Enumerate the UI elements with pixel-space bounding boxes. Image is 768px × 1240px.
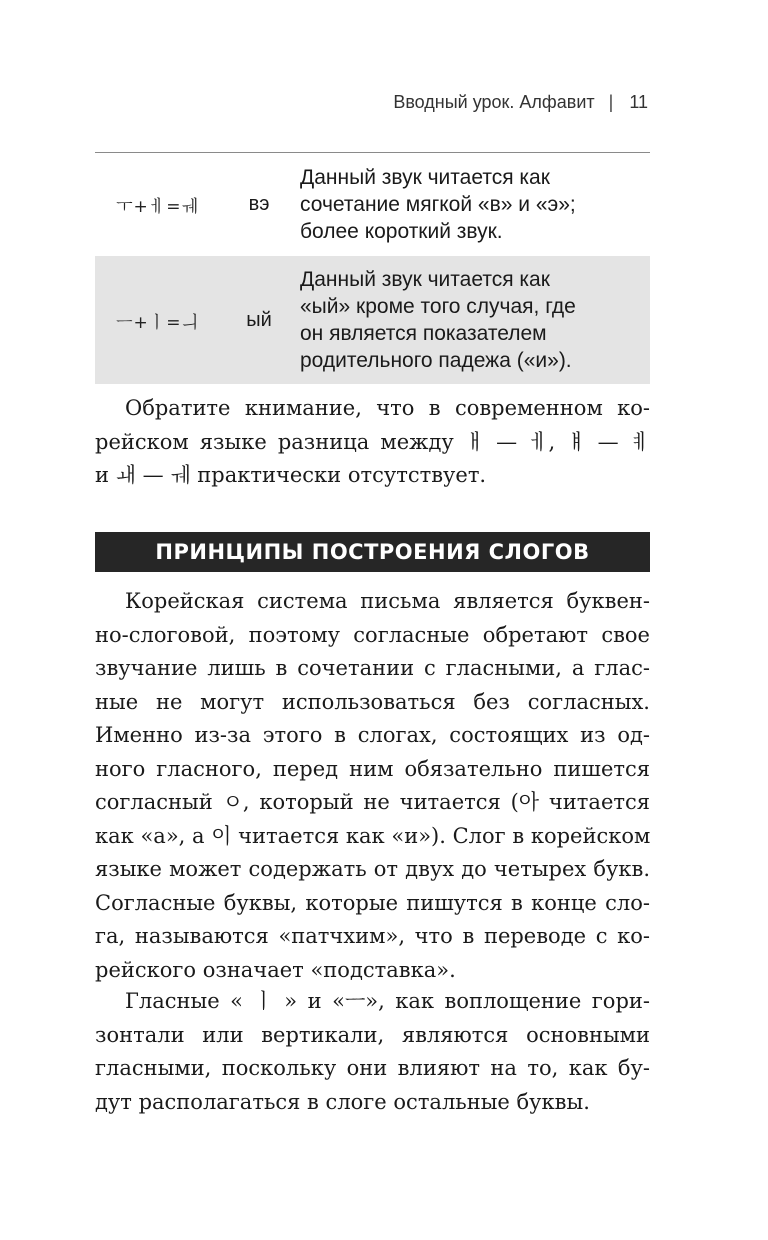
paragraph-line: Именно из-за этого в слогах, состоящих из од- <box>95 723 650 747</box>
paragraph-line: Корейская система письма является буквен- <box>125 589 650 613</box>
running-head <box>393 92 648 113</box>
description-line: «ый» кроме того случая, где <box>300 295 576 318</box>
paragraph-line: но-слоговой, поэтому согласные обретают свое <box>95 622 650 647</box>
paragraph-line: гласными, поскольку они влияют на то, как бу- <box>95 1056 650 1080</box>
running-head-separator: | <box>608 92 614 112</box>
paragraph-line: Обратите книмание, что в современном ко- <box>125 396 650 420</box>
paragraph-line: Гласные « ㅣ » и «ㅡ», как воплощение гори- <box>125 989 650 1013</box>
formula-cell: ㅜ+ㅔ=ㅞ <box>116 197 199 217</box>
description-cell <box>298 266 650 374</box>
description-cell <box>298 164 650 245</box>
description-line: он является показателем <box>300 322 547 345</box>
description-line: Данный звук читается как <box>300 268 550 291</box>
table-row <box>95 153 650 256</box>
description-line: Данный звук читается как <box>300 166 550 189</box>
note-paragraph <box>95 392 650 493</box>
vowel-combination-table <box>95 152 650 384</box>
sound-cell: ый <box>246 308 272 331</box>
body-paragraph <box>95 585 650 987</box>
description-line: более короткий звук. <box>300 220 503 243</box>
paragraph-line: звучание лишь в сочетании с гласными, а глас- <box>95 656 650 680</box>
description-line: родительного падежа («и»). <box>300 349 572 372</box>
paragraph-line: рейского означает «подставка». <box>95 957 456 982</box>
paragraph-line: ные не могут использоваться без согласных. <box>95 689 650 714</box>
sound-cell: вэ <box>248 193 270 215</box>
paragraph-line: дут располагаться в слоге остальные буквы. <box>95 1089 590 1114</box>
description-line: сочетание мягкой «в» и «э»; <box>300 193 576 216</box>
paragraph-line: и ㅙ — ㅞ практически отсутствует. <box>95 463 487 487</box>
paragraph-line: ного гласного, перед ним обязательно пишется <box>95 756 650 781</box>
paragraph-line: Согласные буквы, которые пишутся в конце сло- <box>95 890 650 915</box>
paragraph-line: как «а», а 이 читается как «и»). Слог в корейском <box>95 823 651 848</box>
page-number: 11 <box>629 92 648 112</box>
paragraph-line: согласный ㅇ, который не читается (아 читается <box>95 790 650 814</box>
paragraph-line: языке может содержать от двух до четырех букв. <box>95 857 650 881</box>
body-paragraph <box>95 985 650 1119</box>
paragraph-line: рейском языке разница между ㅐ — ㅔ, ㅒ — ㅖ <box>95 429 650 454</box>
section-heading: ПРИНЦИПЫ ПОСТРОЕНИЯ СЛОГОВ <box>95 532 650 572</box>
running-head-title: Вводный урок. Алфавит <box>393 92 595 112</box>
table-row <box>95 256 650 384</box>
formula-cell: ㅡ+ㅣ=ㅢ <box>116 312 199 333</box>
paragraph-line: зонтали или вертикали, являются основными <box>95 1022 650 1047</box>
paragraph-line: га, называются «патчхим», что в переводе с ко- <box>95 924 650 948</box>
